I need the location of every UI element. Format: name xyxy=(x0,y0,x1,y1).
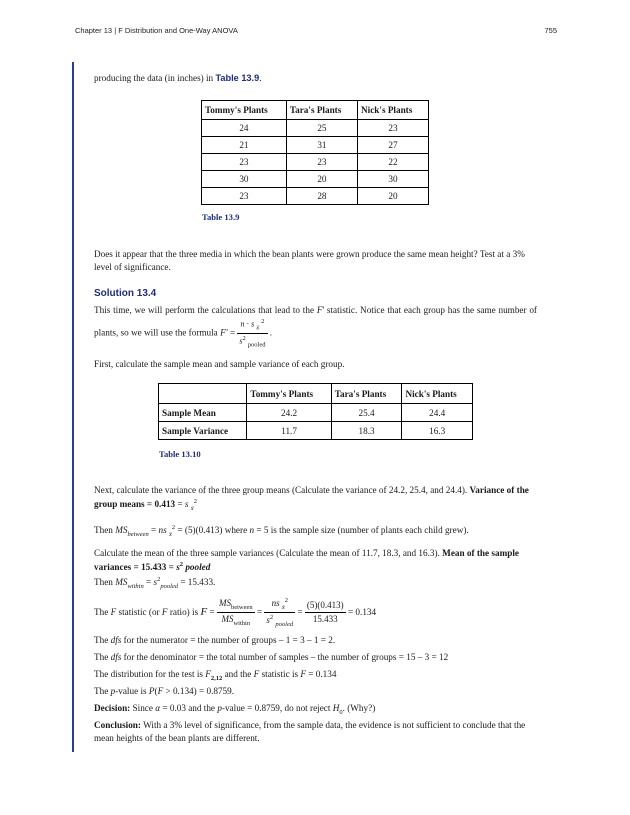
table-cell: 22 xyxy=(358,154,429,171)
table-cell: 23 xyxy=(286,154,357,171)
table-13-10-caption: Table 13.10 xyxy=(159,449,201,459)
example-sidebar-rule xyxy=(72,62,74,752)
col-header: Tommy's Plants xyxy=(247,384,331,404)
intro-text: producing the data (in inches) in Table 13.9. xyxy=(94,73,262,83)
solution-para-5: Calculate the mean of the three sample variances (Calculate the mean of 11.7, 18.3, and 16.3). Mean of the sample variances = $15.433 = s^2$ pooled xyxy=(94,548,519,573)
solution-para-2: First, calculate the sample mean and sample variance of each group. xyxy=(94,359,345,369)
table-row xyxy=(202,120,429,137)
solution-para-6: Then $MS_{within} = s^2_{pooled} = 15.433$. xyxy=(94,576,216,590)
decision-line: Decision: Since α = 0.03 and the p-value = 0.8759, do not reject $H_0$. (Why?) xyxy=(94,703,376,716)
solution-para-4: Then $MS_{between}$ = ns $_{x̄}^2$ = (5)(0.413) where n = 5 is the sample size (number of plants each child grew). xyxy=(94,524,469,538)
table-cell: 31 xyxy=(286,137,357,154)
solution-heading: Solution 13.4 xyxy=(94,288,157,299)
table-row xyxy=(159,404,473,422)
row-header: Sample Mean xyxy=(159,404,247,422)
table-cell: 24.4 xyxy=(402,404,473,422)
solution-para-3: Next, calculate the variance of the three group means (Calculate the variance of 24.2, 25.4, and 24.4). Variance of the group means = 0.413 = s $_{x̄}^2$ xyxy=(94,485,529,513)
col-header: Nick's Plants xyxy=(358,101,429,120)
table-cell: 30 xyxy=(202,171,287,188)
conclusion-line: Conclusion: With a 3% level of significance, from the sample data, the evidence is not sufficient to conclude that the mean heights of the bean plants are different. xyxy=(94,720,526,744)
row-header: Sample Variance xyxy=(159,422,247,440)
col-header: Nick's Plants xyxy=(402,384,473,404)
table-cell: 24 xyxy=(202,120,287,137)
table-cell: 23 xyxy=(202,154,287,171)
col-header: Tara's Plants xyxy=(331,384,402,404)
f-formula-fraction: $\frac{n \cdot s _{x̄} ^2}{s^2 _{pooled}}$ xyxy=(239,318,266,349)
table-header-row xyxy=(202,101,429,120)
table-cell: 25.4 xyxy=(331,404,402,422)
solution-para-1: This time, we will perform the calculations that lead to the F' statistic. Notice that each group has the same number of plants, so we will use the formula F' = $\frac{n \cdot s _{x̄} ^2}{s^2 _{pooled}}$ . xyxy=(94,305,537,349)
table-cell: 25 xyxy=(286,120,357,137)
chapter-title: Chapter 13 | F Distribution and One-Way ANOVA xyxy=(75,26,238,35)
distribution-line: The distribution for the test is $F_{2,12}$ and the F statistic is F = 0.134 xyxy=(94,669,337,682)
table-cell: 23 xyxy=(358,120,429,137)
table-cell: 11.7 xyxy=(247,422,331,440)
df-denominator-line: The dfs for the denominator = the total number of samples – the number of groups = 15 – 3 = 12 xyxy=(94,652,449,662)
table-row xyxy=(202,171,429,188)
table-13-9 xyxy=(201,100,429,205)
table-cell: 18.3 xyxy=(331,422,402,440)
f-statistic-equation: The F statistic (or F ratio) is F = $\frac{MS_{between}}{MS_{within}}$ = $\frac{ns _{x̄}^2}{s^2 _{pooled}}$ = $\frac{(5)(0.413)}{15.433}$ = 0.134 xyxy=(94,597,377,629)
table-cell: 30 xyxy=(358,171,429,188)
table-cell: 28 xyxy=(286,188,357,205)
table-row xyxy=(202,154,429,171)
table-row xyxy=(202,188,429,205)
table-cell: 24.2 xyxy=(247,404,331,422)
table-cell: 20 xyxy=(358,188,429,205)
table-row xyxy=(159,422,473,440)
table-cell: 21 xyxy=(202,137,287,154)
table-cell: 20 xyxy=(286,171,357,188)
question-text: Does it appear that the three media in which the bean plants were grown produce the same mean height? Test at a 3% level of significance. xyxy=(94,249,525,273)
page-number: 755 xyxy=(544,26,557,35)
table-cell: 23 xyxy=(202,188,287,205)
col-header: Tommy's Plants xyxy=(202,101,287,120)
table-cell: 27 xyxy=(358,137,429,154)
df-numerator-line: The dfs for the numerator = the number of groups – 1 = 3 – 1 = 2. xyxy=(94,635,336,645)
table-13-9-caption: Table 13.9 xyxy=(202,212,240,222)
table-13-9-link[interactable]: Table 13.9 xyxy=(215,73,260,83)
p-value-line: The p-value is P(F > 0.134) = 0.8759. xyxy=(94,686,235,696)
table-row xyxy=(202,137,429,154)
table-13-10 xyxy=(158,383,473,440)
table-header-row xyxy=(159,384,473,404)
table-cell: 16.3 xyxy=(402,422,473,440)
col-header: Tara's Plants xyxy=(286,101,357,120)
col-header xyxy=(159,384,247,404)
